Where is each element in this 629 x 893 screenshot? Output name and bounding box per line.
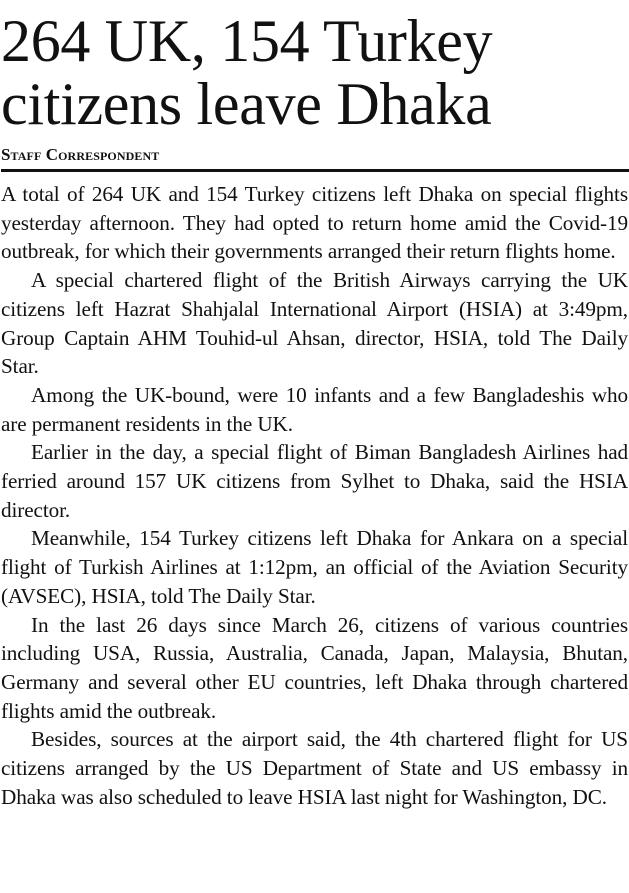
paragraph-4: Earlier in the day, a special flight of Biman Bangladesh Airlines had ferried around 157 UK citizens from Sylhet to Dhaka, said the HSIA director.: [1, 440, 628, 522]
paragraph-7: Besides, sources at the airport said, the 4th chartered flight for US citizens arranged by the US Department of State and US embassy in Dhaka was also scheduled to leave HSIA last night for Washington, DC.: [1, 727, 628, 809]
paragraph-1: A total of 264 UK and 154 Turkey citizens left Dhaka on special flights yesterday afternoon. They had opted to return home amid the Covid-19 outbreak, for which their governments arranged their return flights home.: [1, 182, 628, 264]
headline-line-2: citizens leave Dhaka: [1, 71, 492, 137]
paragraph-5: Meanwhile, 154 Turkey citizens left Dhaka for Ankara on a special flight of Turkish Airlines at 1:12pm, an official of the Aviation Security (AVSEC), HSIA, told The Daily Star.: [1, 526, 628, 608]
byline: Staff Correspondent: [1, 145, 160, 164]
paragraph-2: A special chartered flight of the British Airways carrying the UK citizens left Hazrat Shahjalal International Airport (HSIA) at 3:49pm, Group Captain AHM Touhid-ul Ahsan, director, HSIA, told The Daily Star.: [1, 268, 628, 379]
article-body: [1, 180, 628, 811]
divider-rule: [1, 169, 629, 172]
headline-line-1: 264 UK, 154 Turkey: [1, 8, 493, 74]
headline: [1, 10, 628, 136]
paragraph-6: In the last 26 days since March 26, citizens of various countries including USA, Russia, Australia, Canada, Japan, Malaysia, Bhutan, Germany and several other EU countries, left Dhaka through chartered flights amid the outbreak.: [1, 612, 628, 723]
paragraph-3: Among the UK-bound, were 10 infants and a few Bangladeshis who are permanent residents in the UK.: [1, 382, 628, 436]
